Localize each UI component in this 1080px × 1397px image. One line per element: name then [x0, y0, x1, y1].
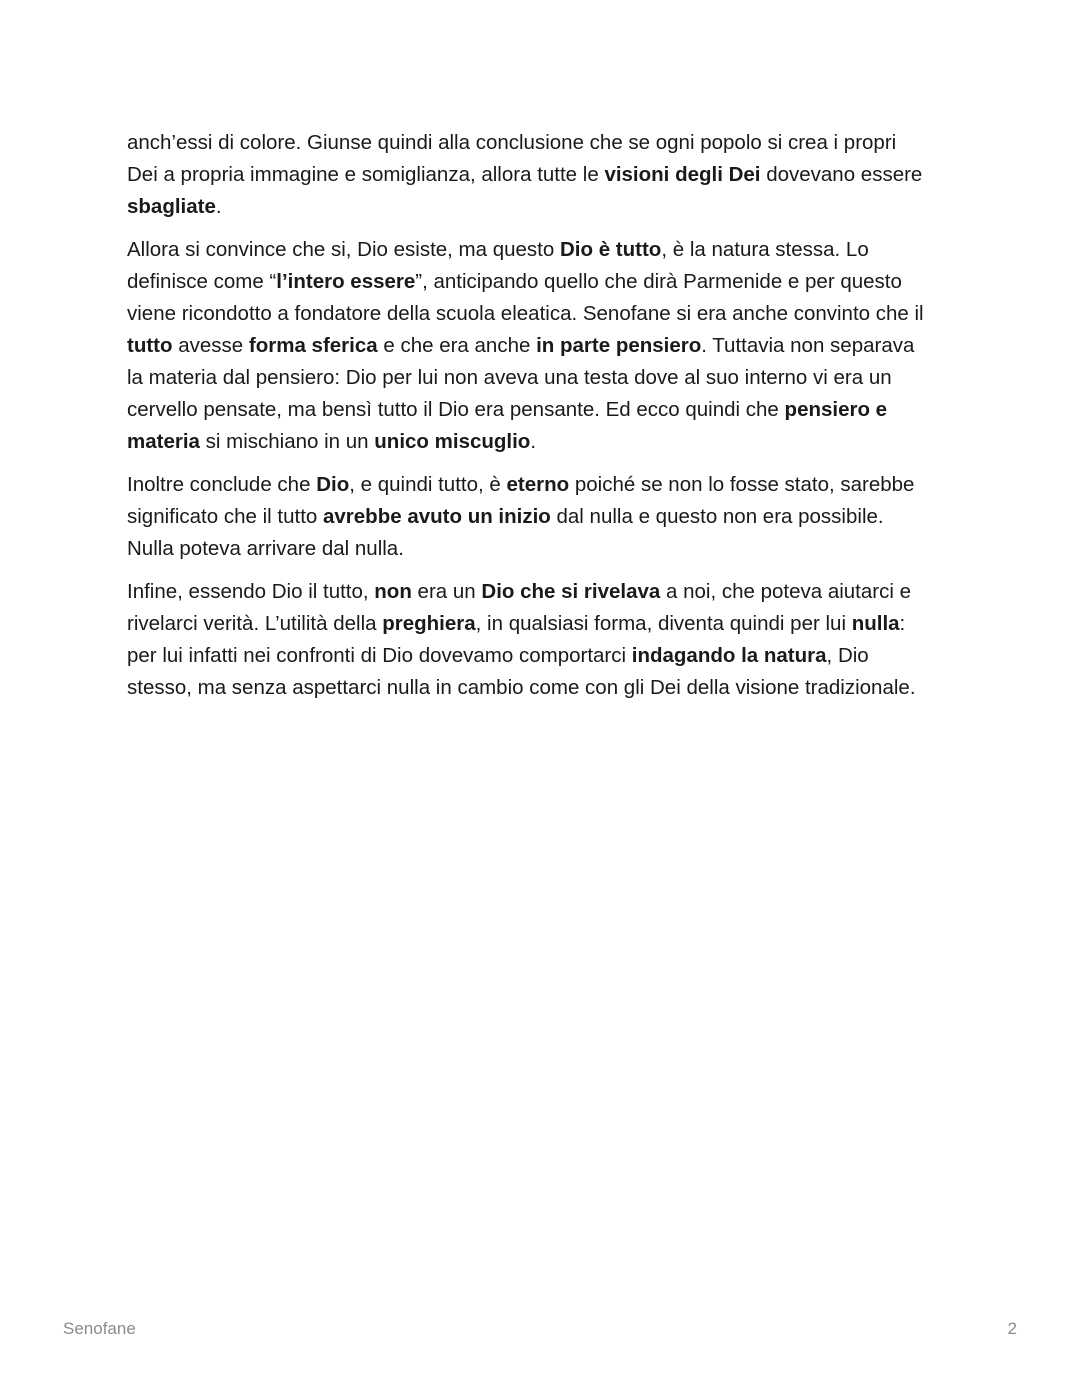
bold-text: l’intero essere: [276, 270, 416, 293]
bold-text: pensiero e: [784, 398, 888, 421]
text-run: , e quindi tutto, è: [349, 473, 507, 496]
text-line: [127, 501, 967, 533]
text-line: [127, 330, 967, 362]
text-run: cervello pensate, ma bensì tutto il Dio era pensante. Ed ecco quindi che: [127, 398, 785, 421]
text-run: a noi, che poteva aiutarci e: [660, 580, 912, 603]
bold-text: forma sferica: [248, 334, 378, 357]
text-run: avesse: [172, 334, 249, 357]
text-run: poiché se non lo fosse stato, sarebbe: [569, 473, 915, 496]
text-run: la materia dal pensiero: Dio per lui non aveva una testa dove al suo interno vi era un: [127, 366, 892, 389]
text-line: [127, 191, 967, 223]
text-run: ”, anticipando quello che dirà Parmenide e per questo: [415, 270, 902, 293]
text-run: dovevano essere: [760, 163, 923, 186]
text-run: significato che il tutto: [127, 505, 323, 528]
bold-text: sbagliate: [127, 195, 216, 218]
bold-text: preghiera: [382, 612, 476, 635]
text-run: Allora si convince che si, Dio esiste, ma questo: [127, 238, 560, 261]
text-line: [127, 298, 967, 330]
bold-text: non: [374, 580, 412, 603]
text-run: . Tuttavia non separava: [701, 334, 915, 357]
text-run: Inoltre conclude che: [127, 473, 317, 496]
bold-text: Dio è tutto: [559, 238, 662, 261]
bold-text: materia: [127, 430, 200, 453]
paragraph: [127, 234, 967, 458]
text-run: , è la natura stessa. Lo: [661, 238, 869, 261]
text-line: [127, 533, 967, 565]
text-line: [127, 234, 967, 266]
text-run: anch’essi di colore. Giunse quindi alla conclusione che se ogni popolo si crea i propri: [127, 131, 897, 154]
text-run: viene ricondotto a fondatore della scuola eleatica. Senofane si era anche convinto che il: [127, 302, 924, 325]
bold-text: Dio: [316, 473, 350, 496]
text-run: .: [215, 195, 222, 218]
text-run: Infine, essendo Dio il tutto,: [127, 580, 375, 603]
text-run: Nulla poteva arrivare dal nulla.: [127, 537, 404, 560]
text-line: [127, 127, 967, 159]
text-line: [127, 362, 967, 394]
bold-text: unico miscuglio: [374, 430, 531, 453]
text-line: [127, 640, 967, 672]
text-run: si mischiano in un: [199, 430, 375, 453]
text-line: [127, 394, 967, 426]
document-body: [127, 127, 967, 715]
text-run: :: [899, 612, 906, 635]
paragraph: [127, 576, 967, 704]
text-line: [127, 469, 967, 501]
footer-title: Senofane: [63, 1319, 136, 1338]
paragraph: [127, 127, 967, 223]
bold-text: in parte pensiero: [536, 334, 702, 357]
bold-text: Dio che si rivelava: [481, 580, 661, 603]
text-line: [127, 159, 967, 191]
bold-text: indagando la natura: [631, 644, 827, 667]
bold-text: eterno: [506, 473, 570, 496]
text-run: dal nulla e questo non era possibile.: [550, 505, 884, 528]
bold-text: visioni degli Dei: [604, 163, 761, 186]
text-run: , in qualsiasi forma, diventa quindi per lui: [475, 612, 852, 635]
bold-text: tutto: [127, 334, 173, 357]
bold-text: nulla: [851, 612, 900, 635]
text-run: definisce come “: [127, 270, 277, 293]
text-line: [127, 608, 967, 640]
text-line: [127, 672, 967, 704]
text-run: per lui infatti nei confronti di Dio dovevamo comportarci: [127, 644, 632, 667]
text-line: [127, 576, 967, 608]
text-run: .: [530, 430, 537, 453]
bold-text: avrebbe avuto un inizio: [323, 505, 551, 528]
text-run: e che era anche: [377, 334, 537, 357]
text-run: rivelarci verità. L’utilità della: [127, 612, 383, 635]
text-run: stesso, ma senza aspettarci nulla in cambio come con gli Dei della visione tradizionale.: [127, 676, 916, 699]
text-run: , Dio: [826, 644, 869, 667]
text-line: [127, 266, 967, 298]
text-line: [127, 426, 967, 458]
paragraph: [127, 469, 967, 565]
text-run: Dei a propria immagine e somiglianza, allora tutte le: [127, 163, 605, 186]
text-run: era un: [411, 580, 482, 603]
page-number: 2: [1007, 1319, 1017, 1338]
